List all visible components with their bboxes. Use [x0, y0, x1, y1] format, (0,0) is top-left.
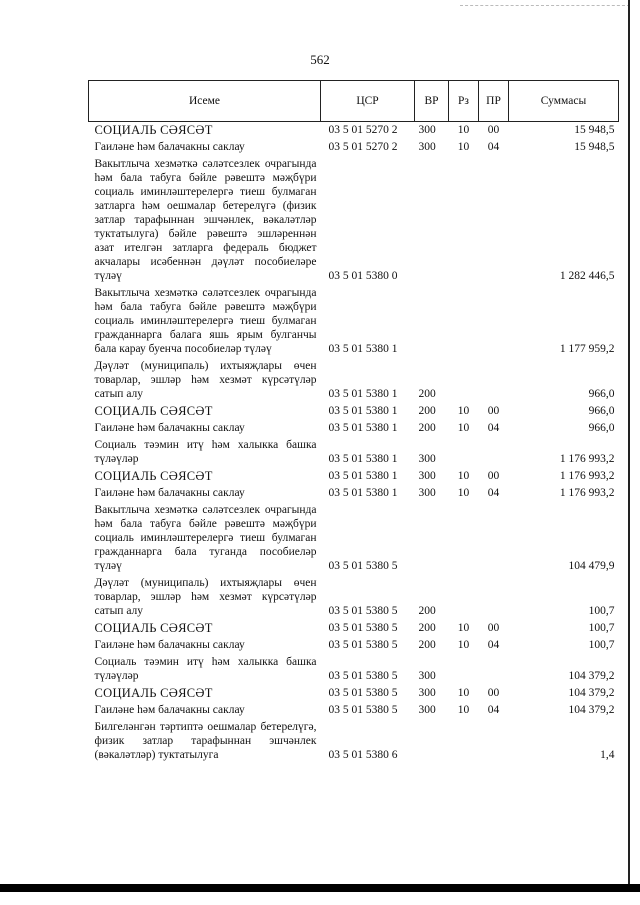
- cell-sum: 100,7: [588, 622, 615, 634]
- cell-pr: 00: [487, 405, 500, 417]
- cell-pr: [479, 502, 509, 575]
- table-row: [89, 485, 619, 502]
- cell-sum: 1 282 446,5: [559, 270, 615, 282]
- cell-sum: 15 948,5: [574, 124, 615, 136]
- cell-csr: 03 5 01 5380 0: [328, 270, 398, 282]
- header-sum: Суммасы: [509, 81, 619, 122]
- cell-csr: 03 5 01 5380 5: [328, 704, 398, 716]
- cell-vr: 300: [418, 704, 436, 716]
- table-row: [89, 358, 619, 403]
- table-row: [89, 637, 619, 654]
- cell-csr: 03 5 01 5380 5: [328, 639, 398, 651]
- table-row: [89, 420, 619, 437]
- cell-rz: [449, 358, 479, 403]
- cell-vr: 300: [418, 141, 436, 153]
- cell-rz: 10: [457, 405, 470, 417]
- cell-csr: 03 5 01 5380 5: [328, 670, 398, 682]
- cell-csr: 03 5 01 5270 2: [328, 124, 398, 136]
- cell-csr: 03 5 01 5270 2: [328, 141, 398, 153]
- cell-name: Дәүләт (муниципаль) ихтыяҗлары өчен товарлар, эшләр һәм хезмәт күрсәтүләр сатып алу: [94, 577, 317, 617]
- cell-name: СОЦИАЛЬ СӘЯСӘТ: [94, 621, 213, 635]
- cell-vr: 300: [418, 470, 436, 482]
- cell-sum: 966,0: [588, 405, 615, 417]
- cell-csr: 03 5 01 5380 1: [328, 388, 398, 400]
- cell-name: Вакытлыча хезмәткә сәләтсезлек очрагында һәм бала табуга бәйле рәвештә мәҗбүри социаль иминләштерелергә тиеш булмаган гражданнарга бала туганда пособиеләр түләү: [94, 504, 317, 572]
- cell-name: Дәүләт (муниципаль) ихтыяҗлары өчен товарлар, эшләр һәм хезмәт күрсәтүләр сатып алу: [94, 360, 317, 400]
- cell-name: СОЦИАЛЬ СӘЯСӘТ: [94, 469, 213, 483]
- cell-vr: [415, 285, 449, 358]
- cell-rz: 10: [457, 124, 470, 136]
- cell-pr: 04: [487, 704, 500, 716]
- cell-name: Социаль тәэмин итү һәм халыкка башка түләүләр: [94, 439, 317, 465]
- cell-vr: 200: [418, 639, 436, 651]
- cell-name: Гаиләне һәм балачакны саклау: [94, 422, 245, 434]
- table-row: [89, 702, 619, 719]
- header-pr: ПР: [479, 81, 509, 122]
- cell-pr: [479, 156, 509, 285]
- cell-vr: 300: [418, 487, 436, 499]
- table-row: [89, 403, 619, 420]
- cell-csr: 03 5 01 5380 1: [328, 405, 398, 417]
- table-row: [89, 156, 619, 285]
- cell-pr: [479, 358, 509, 403]
- cell-rz: 10: [457, 639, 470, 651]
- cell-csr: 03 5 01 5380 1: [328, 487, 398, 499]
- cell-sum: 100,7: [588, 639, 615, 651]
- cell-vr: [415, 502, 449, 575]
- cell-vr: 300: [418, 124, 436, 136]
- scan-bottom-edge: [0, 884, 640, 892]
- table-row: [89, 685, 619, 702]
- table-row: [89, 654, 619, 685]
- cell-sum: 15 948,5: [574, 141, 615, 153]
- header-vr: ВР: [415, 81, 449, 122]
- cell-csr: 03 5 01 5380 5: [328, 560, 398, 572]
- cell-rz: 10: [457, 422, 470, 434]
- cell-name: Билгеләнгән тәртиптә оешмалар бетерелүгә, физик затлар тарафыннан эшчәнлек (вәкаләтләр) туктатылуга: [94, 721, 317, 761]
- scan-right-edge: [628, 0, 630, 892]
- cell-sum: 104 379,2: [568, 670, 615, 682]
- cell-vr: [415, 156, 449, 285]
- cell-name: Гаиләне һәм балачакны саклау: [94, 141, 245, 153]
- cell-rz: 10: [457, 704, 470, 716]
- cell-pr: 00: [487, 687, 500, 699]
- cell-vr: 300: [418, 670, 436, 682]
- cell-vr: 200: [418, 622, 436, 634]
- table-row: [89, 139, 619, 156]
- table-header-row: [89, 81, 619, 122]
- table-row: [89, 620, 619, 637]
- cell-pr: 04: [487, 639, 500, 651]
- cell-rz: 10: [457, 687, 470, 699]
- cell-rz: [449, 502, 479, 575]
- cell-name: Социаль тәэмин итү һәм халыкка башка түләүләр: [94, 656, 317, 682]
- table-row: [89, 122, 619, 140]
- cell-name: СОЦИАЛЬ СӘЯСӘТ: [94, 123, 213, 137]
- cell-name: СОЦИАЛЬ СӘЯСӘТ: [94, 686, 213, 700]
- cell-csr: 03 5 01 5380 1: [328, 470, 398, 482]
- cell-name: Гаиләне һәм балачакны саклау: [94, 639, 245, 651]
- header-csr: ЦСР: [321, 81, 415, 122]
- table-row: [89, 719, 619, 764]
- cell-name: СОЦИАЛЬ СӘЯСӘТ: [94, 404, 213, 418]
- table-row: [89, 285, 619, 358]
- header-rz: Рз: [449, 81, 479, 122]
- cell-rz: 10: [457, 141, 470, 153]
- cell-pr: [479, 719, 509, 764]
- cell-vr: 200: [418, 422, 436, 434]
- cell-sum: 1 176 993,2: [559, 487, 615, 499]
- cell-csr: 03 5 01 5380 1: [328, 453, 398, 465]
- cell-rz: 10: [457, 622, 470, 634]
- cell-csr: 03 5 01 5380 5: [328, 605, 398, 617]
- cell-sum: 1,4: [600, 749, 615, 761]
- cell-name: Гаиләне һәм балачакны саклау: [94, 704, 245, 716]
- cell-sum: 966,0: [588, 422, 615, 434]
- cell-pr: [479, 285, 509, 358]
- cell-csr: 03 5 01 5380 5: [328, 687, 398, 699]
- budget-table: [88, 80, 619, 764]
- header-name: Исеме: [89, 81, 321, 122]
- cell-sum: 1 177 959,2: [559, 343, 615, 355]
- cell-sum: 104 479,9: [568, 560, 615, 572]
- cell-csr: 03 5 01 5380 6: [328, 749, 398, 761]
- cell-rz: 10: [457, 487, 470, 499]
- cell-csr: 03 5 01 5380 5: [328, 622, 398, 634]
- cell-pr: [479, 654, 509, 685]
- cell-rz: [449, 719, 479, 764]
- cell-vr: 200: [418, 388, 436, 400]
- cell-sum: 100,7: [588, 605, 615, 617]
- cell-sum: 104 379,2: [568, 687, 615, 699]
- cell-vr: [415, 719, 449, 764]
- cell-csr: 03 5 01 5380 1: [328, 343, 398, 355]
- cell-rz: [449, 575, 479, 620]
- cell-pr: 04: [487, 141, 500, 153]
- cell-rz: 10: [457, 470, 470, 482]
- cell-pr: [479, 575, 509, 620]
- cell-pr: 00: [487, 622, 500, 634]
- cell-vr: 200: [418, 605, 436, 617]
- cell-name: Вакытлыча хезмәткә сәләтсезлек очрагында һәм бала табуга бәйле рәвештә мәҗбүри социаль иминләштерелергә тиеш булмаган гражданнарга балага яшь ярым булганчы бала карау буенча пособиеләр түләү: [94, 287, 317, 355]
- cell-sum: 966,0: [588, 388, 615, 400]
- cell-name: Гаиләне һәм балачакны саклау: [94, 487, 245, 499]
- cell-vr: 300: [418, 453, 436, 465]
- cell-vr: 200: [418, 405, 436, 417]
- table-row: [89, 468, 619, 485]
- table-row: [89, 575, 619, 620]
- cell-rz: [449, 437, 479, 468]
- table-row: [89, 502, 619, 575]
- cell-name: Вакытлыча хезмәткә сәләтсезлек очрагында һәм бала табуга бәйле рәвештә мәҗбүри социаль иминләштерелергә тиеш булмаган затларга һәм оешмалар бетерелүгә (физик затлар тарафыннан эшчәнлек, вәкаләтләр туктатылуга) бәйле рәвештә эшләреннән азат ителгән затларга федераль бюджет акчалары исәбеннән дәүләт пособиеләре түләү: [94, 158, 317, 282]
- cell-csr: 03 5 01 5380 1: [328, 422, 398, 434]
- cell-rz: [449, 156, 479, 285]
- table-row: [89, 437, 619, 468]
- page-number: 562: [310, 52, 330, 67]
- cell-rz: [449, 654, 479, 685]
- cell-sum: 104 379,2: [568, 704, 615, 716]
- cell-pr: 04: [487, 422, 500, 434]
- cell-sum: 1 176 993,2: [559, 470, 615, 482]
- cell-pr: 04: [487, 487, 500, 499]
- cell-pr: 00: [487, 124, 500, 136]
- cell-sum: 1 176 993,2: [559, 453, 615, 465]
- scan-edge-mark: [460, 5, 630, 6]
- cell-vr: 300: [418, 687, 436, 699]
- cell-pr: [479, 437, 509, 468]
- cell-pr: 00: [487, 470, 500, 482]
- table-body: [89, 122, 619, 765]
- cell-rz: [449, 285, 479, 358]
